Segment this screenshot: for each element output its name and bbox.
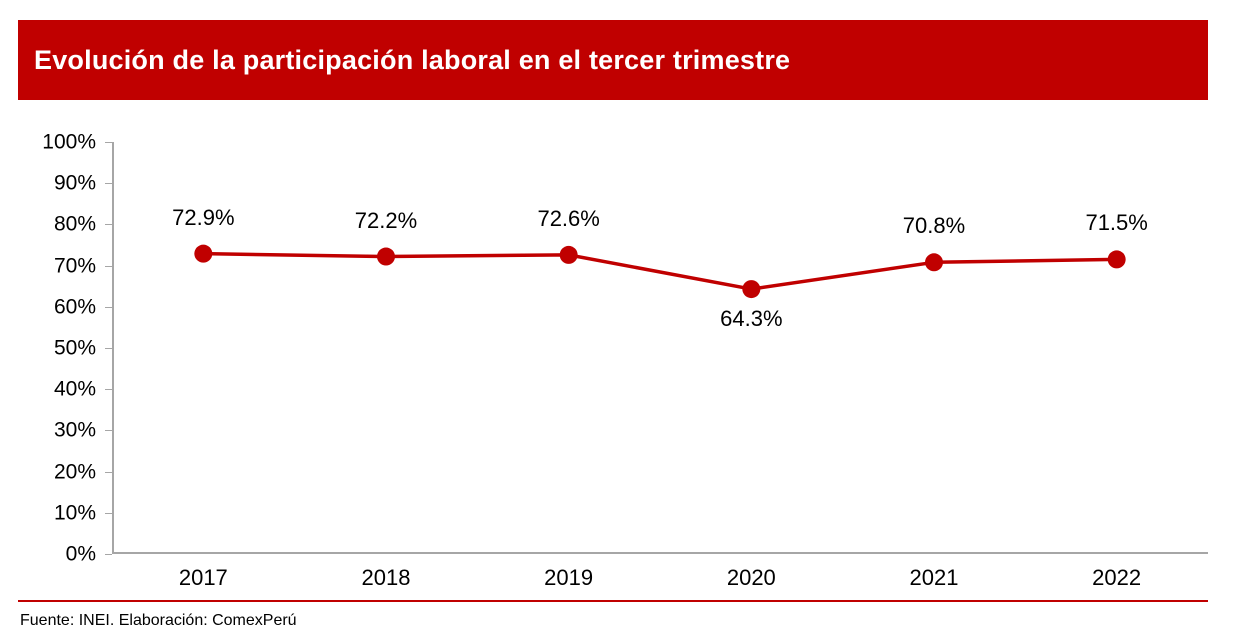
y-tick-mark bbox=[105, 142, 112, 143]
y-axis-tick-labels bbox=[18, 130, 104, 566]
data-point-marker bbox=[560, 246, 578, 264]
x-tick-label: 2020 bbox=[726, 565, 776, 590]
y-tick-mark bbox=[105, 554, 112, 555]
x-tick-label: 2018 bbox=[361, 565, 411, 590]
line-series bbox=[112, 142, 1208, 554]
data-point-marker bbox=[925, 253, 943, 271]
y-tick-mark bbox=[105, 389, 112, 390]
y-tick-mark bbox=[105, 224, 112, 225]
data-point-label: 72.2% bbox=[354, 207, 418, 233]
data-point-label: 72.6% bbox=[537, 205, 600, 231]
x-tick-label: 2021 bbox=[909, 565, 959, 590]
y-tick-label: 0% bbox=[65, 542, 96, 566]
y-tick-label: 50% bbox=[53, 336, 96, 360]
data-point-marker bbox=[194, 245, 212, 263]
x-tick-label: 2022 bbox=[1092, 565, 1142, 590]
y-tick-label: 10% bbox=[53, 501, 96, 525]
chart-title-bar bbox=[18, 20, 1208, 100]
data-point-label: 72.9% bbox=[172, 204, 235, 230]
page-title: Evolución de la participación laboral en el tercer trimestre bbox=[34, 44, 791, 75]
y-tick-mark bbox=[105, 348, 112, 349]
x-tick-label: 2019 bbox=[544, 565, 594, 590]
y-tick-label: 70% bbox=[53, 254, 96, 278]
chart-area bbox=[0, 120, 1258, 590]
y-tick-label: 40% bbox=[53, 377, 96, 401]
y-tick-mark bbox=[105, 513, 112, 514]
data-point-label: 71.5% bbox=[1085, 210, 1148, 236]
y-tick-label: 100% bbox=[42, 130, 96, 154]
y-tick-label: 60% bbox=[53, 295, 96, 319]
y-tick-mark bbox=[105, 307, 112, 308]
data-point-label: 64.3% bbox=[720, 306, 783, 332]
y-tick-label: 30% bbox=[53, 418, 96, 442]
data-point-marker bbox=[1108, 250, 1126, 268]
y-tick-mark bbox=[105, 183, 112, 184]
data-point-marker bbox=[742, 280, 760, 298]
series-line bbox=[203, 254, 1116, 289]
source-note: Fuente: INEI. Elaboración: ComexPerú bbox=[20, 612, 297, 629]
data-point-marker bbox=[377, 248, 395, 266]
data-point-label: 70.8% bbox=[902, 213, 966, 239]
y-tick-mark bbox=[105, 472, 112, 473]
x-tick-label: 2017 bbox=[178, 565, 228, 590]
x-axis-tick-labels bbox=[112, 565, 1208, 605]
y-tick-mark bbox=[105, 430, 112, 431]
y-tick-label: 20% bbox=[53, 460, 96, 484]
y-tick-label: 80% bbox=[53, 212, 96, 236]
y-tick-label: 90% bbox=[53, 171, 96, 195]
footer-divider bbox=[18, 600, 1208, 602]
y-tick-mark bbox=[105, 266, 112, 267]
